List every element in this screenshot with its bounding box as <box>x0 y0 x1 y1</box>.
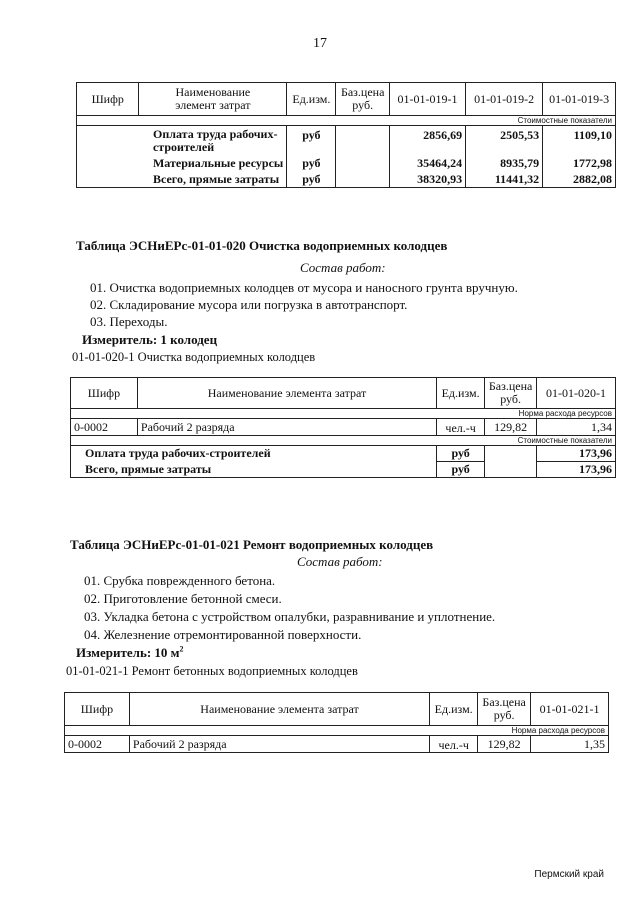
row-cipher: 0-0002 <box>71 419 138 436</box>
header-name: Наименование элемент затрат <box>139 83 287 116</box>
cost-row-labor-unit: руб <box>437 446 485 462</box>
header-code-2: 01-01-019-2 <box>466 83 543 116</box>
resource-table-020 <box>70 377 616 478</box>
header-code: 01-01-020-1 <box>537 378 616 409</box>
cost-table-019 <box>76 82 616 188</box>
row-total-v3: 2882,08 <box>543 172 616 188</box>
header-unit: Ед.изм. <box>287 83 336 116</box>
row-materials-unit: руб <box>287 156 336 172</box>
page-number: 17 <box>313 36 327 51</box>
header-name: Наименование элемента затрат <box>129 693 429 726</box>
section-021-title: Таблица ЭСНиЕРс-01-01-021 Ремонт водоприемных колодцев <box>70 537 434 552</box>
row-cipher: 0-0002 <box>65 736 130 753</box>
row-materials-v1: 35464,24 <box>389 156 465 172</box>
section-021-item-1: 01. Срубка поврежденного бетона. <box>84 573 276 588</box>
cost-row-total-name: Всего, прямые затраты <box>71 462 437 478</box>
section-label-norm: Норма расхода ресурсов <box>65 726 609 736</box>
row-labor-name: Оплата труда рабочих- строителей <box>139 126 287 156</box>
row-name: Рабочий 2 разряда <box>137 419 436 436</box>
row-value: 1,35 <box>531 736 609 753</box>
cost-row-total-unit: руб <box>437 462 485 478</box>
header-cipher: Шифр <box>71 378 138 409</box>
row-unit: чел.-ч <box>430 736 478 753</box>
row-price: 129,82 <box>478 736 531 753</box>
section-020-measure: Измеритель: 1 колодец <box>82 332 218 347</box>
cost-row-labor-value: 173,96 <box>537 446 616 462</box>
header-price: Баз.цена руб. <box>336 83 389 116</box>
section-020-item-3: 03. Переходы. <box>90 314 168 329</box>
header-code-3: 01-01-019-3 <box>543 83 616 116</box>
row-price: 129,82 <box>485 419 537 436</box>
header-price: Баз.цена руб. <box>485 378 537 409</box>
header-cipher: Шифр <box>77 83 139 116</box>
section-020-subtitle: 01-01-020-1 Очистка водоприемных колодцев <box>72 350 316 364</box>
row-name: Рабочий 2 разряда <box>129 736 429 753</box>
section-020-sostav: Состав работ: <box>300 260 386 275</box>
header-code: 01-01-021-1 <box>531 693 609 726</box>
section-label-cost: Стоимостные показатели <box>77 116 616 126</box>
row-value: 1,34 <box>537 419 616 436</box>
row-total-v1: 38320,93 <box>389 172 465 188</box>
section-020-item-2: 02. Складирование мусора или погрузка в автотранспорт. <box>90 297 408 312</box>
section-021-item-4: 04. Железнение отремонтированной поверхности. <box>84 627 362 642</box>
section-021-measure: Измеритель: 10 $м^2$ <box>76 644 184 660</box>
header-price: Баз.цена руб. <box>478 693 531 726</box>
section-021-item-2: 02. Приготовление бетонной смеси. <box>84 591 282 606</box>
header-name: Наименование элемента затрат <box>137 378 436 409</box>
row-total-name: Всего, прямые затраты <box>139 172 287 188</box>
row-materials-v2: 8935,79 <box>466 156 543 172</box>
header-unit: Ед.изм. <box>430 693 478 726</box>
header-unit: Ед.изм. <box>437 378 485 409</box>
header-code-1: 01-01-019-1 <box>389 83 465 116</box>
resource-table-021 <box>64 692 609 753</box>
row-unit: чел.-ч <box>437 419 485 436</box>
row-labor-v2: 2505,53 <box>466 126 543 156</box>
row-total-unit: руб <box>287 172 336 188</box>
section-021-sostav: Состав работ: <box>297 554 383 569</box>
section-020-item-1: 01. Очистка водоприемных колодцев от мусора и наносного грунта вручную. <box>90 280 518 295</box>
cost-row-labor-name: Оплата труда рабочих-строителей <box>71 446 437 462</box>
header-cipher: Шифр <box>65 693 130 726</box>
row-labor-v1: 2856,69 <box>389 126 465 156</box>
row-total-v2: 11441,32 <box>466 172 543 188</box>
footer-region: Пермский край <box>534 869 604 880</box>
section-label-norm: Норма расхода ресурсов <box>71 409 616 419</box>
row-labor-v3: 1109,10 <box>543 126 616 156</box>
section-020-title: Таблица ЭСНиЕРс-01-01-020 Очистка водоприемных колодцев <box>76 238 448 253</box>
row-materials-v3: 1772,98 <box>543 156 616 172</box>
row-labor-unit: руб <box>287 126 336 156</box>
row-materials-name: Материальные ресурсы <box>139 156 287 172</box>
section-label-cost: Стоимостные показатели <box>71 436 616 446</box>
section-021-subtitle: 01-01-021-1 Ремонт бетонных водоприемных колодцев <box>66 664 358 678</box>
section-021-item-3: 03. Укладка бетона с устройством опалубки, разравнивание и уплотнение. <box>84 609 496 624</box>
cost-row-total-value: 173,96 <box>537 462 616 478</box>
